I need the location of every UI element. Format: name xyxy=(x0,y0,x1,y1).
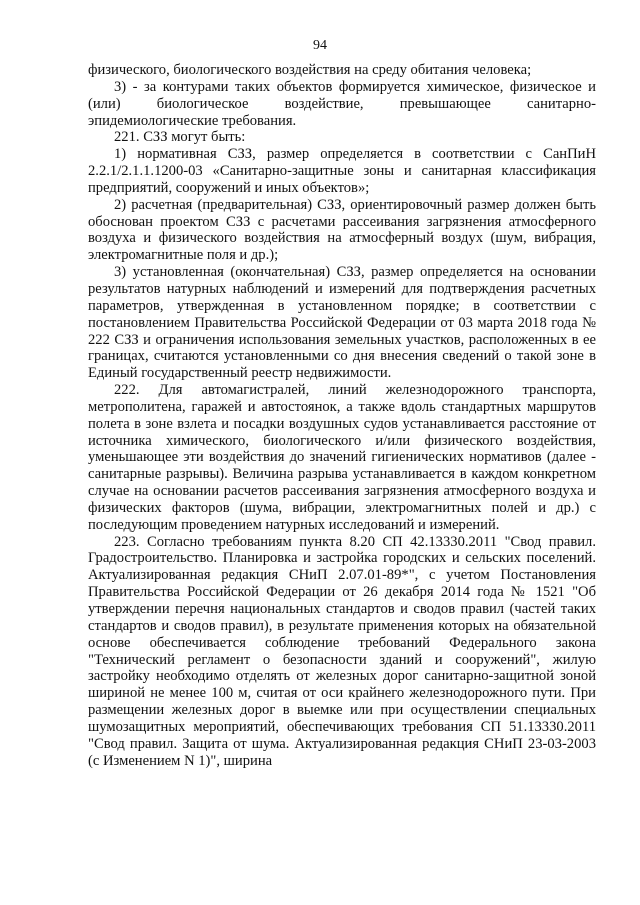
paragraph-221-calculated: 2) расчетная (предварительная) СЗЗ, ориентировочный размер должен быть обоснован проектом СЗЗ с расчетами рассеивания загрязнения атмосферного воздуха и физического воздействия на атмосферный воздух (шум, вибрация, электромагнитные поля и др.); xyxy=(88,196,596,264)
paragraph-221-normative: 1) нормативная СЗЗ, размер определяется в соответствии с СанПиН 2.2.1/2.1.1.1200-03 «Санитарно-защитные зоны и санитарная классификация предприятий, сооружений и иных объектов»; xyxy=(88,146,596,196)
paragraph-221-established: 3) установленная (окончательная) СЗЗ, размер определяется на основании результатов натурных наблюдений и измерений для подтверждения расчетных параметров, утвержденная в установленном порядке; в соответствии с постановлением Правительства Российской Федерации от 03 марта 2018 года № 222 СЗЗ и ограничения использования земельных участков, расположенных в ее границах, считаются установленными со дня внесения сведений о такой зоне в Единый государственный реестр недвижимости. xyxy=(88,264,596,382)
paragraph-223: 223. Согласно требованиям пункта 8.20 СП 42.13330.2011 "Свод правил. Градостроительство. Планировка и застройка городских и сельских поселений. Актуализированная редакция СНиП 2.07.01-89*", с учетом Постановления Правительства Российской Федерации от 26 декабря 2014 года № 1521 "Об утверждении перечня национальных стандартов и сводов правил (частей таких стандартов и сводов правил), в результате применения которых на обязательной основе обеспечивается соблюдение требований Федерального закона "Технический регламент о безопасности зданий и сооружений", жилую застройку необходимо отделять от железных дорог санитарно-защитной зоной шириной не менее 100 м, считая от оси крайнего железнодорожного пути. При размещении железных дорог в выемке или при осуществлении специальных шумозащитных мероприятий, обеспечивающих требования СП 51.13330.2011 "Свод правил. Защита от шума. Актуализированная редакция СНиП 23-03-2003 (с Изменением N 1)", ширина xyxy=(88,533,596,769)
page-number: 94 xyxy=(313,38,327,53)
paragraph-222: 222. Для автомагистралей, линий железнодорожного транспорта, метрополитена, гаражей и автостоянок, а также вдоль стандартных маршрутов полета в зоне взлета и посадки воздушных судов устанавливается расстояние от источника химического, биологического и/или физического воздействия, уменьшающее эти воздействия до значений гигиенических нормативов (далее - санитарные разрывы). Величина разрыва устанавливается в каждом конкретном случае на основании расчетов рассеивания загрязнения атмосферного воздуха и физических факторов (шума, вибрации, электромагнитных полей и др.) с последующим проведением натурных исследований и измерений. xyxy=(88,382,596,533)
paragraph-item-3-effects: 3) - за контурами таких объектов формируется химическое, физическое и (или) биологическое воздействие, превышающее санитарно-эпидемиологические требования. xyxy=(88,78,596,129)
paragraph-221-heading: 221. СЗЗ могут быть: xyxy=(114,129,246,146)
paragraph-continuation: физического, биологического воздействия на среду обитания человека; xyxy=(88,62,532,78)
document-body xyxy=(88,62,596,769)
